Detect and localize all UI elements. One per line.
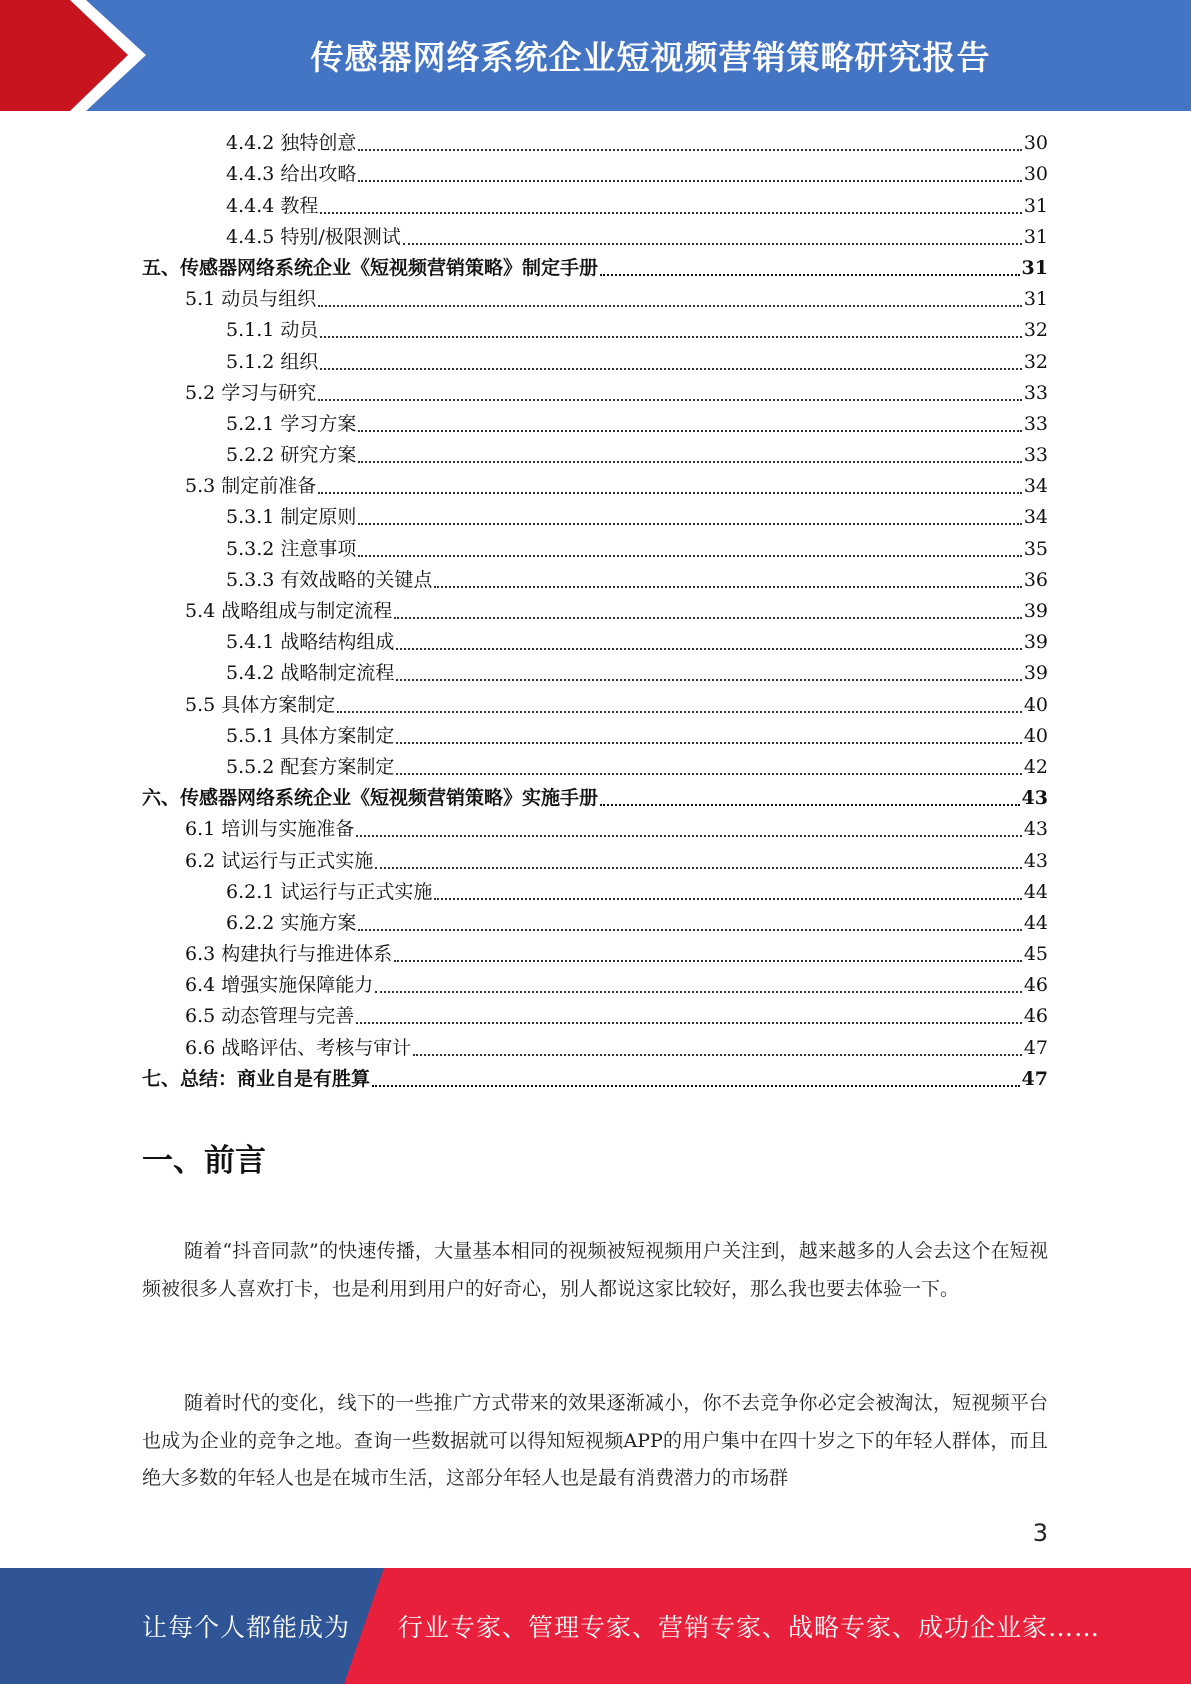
toc-dot-leader (318, 488, 1022, 494)
toc-entry-title: 5.5 具体方案制定 (185, 693, 336, 716)
toc-entry-page: 40 (1023, 693, 1048, 716)
toc-entry-page: 32 (1023, 319, 1048, 342)
toc-entry-title: 5.2.1 学习方案 (226, 412, 357, 435)
toc-entry-page: 31 (1023, 194, 1048, 217)
toc-entry[interactable] (142, 533, 1048, 564)
toc-dot-leader (358, 519, 1021, 525)
section-heading: 一、前言 (142, 1143, 266, 1179)
toc-entry[interactable] (142, 783, 1048, 814)
toc-dot-leader (358, 145, 1021, 151)
toc-entry-title: 6.2.2 实施方案 (226, 911, 357, 934)
toc-dot-leader (358, 457, 1021, 463)
toc-dot-leader (434, 582, 1021, 588)
toc-entry[interactable] (142, 502, 1048, 533)
toc-entry-page: 43 (1023, 818, 1048, 841)
toc-entry-page: 39 (1023, 600, 1048, 622)
toc-entry-page: 43 (1021, 787, 1048, 810)
toc-entry[interactable] (142, 409, 1048, 440)
toc-entry-page: 31 (1023, 225, 1048, 248)
toc-dot-leader (394, 956, 1022, 962)
toc-entry-title: 4.4.2 独特创意 (226, 132, 357, 155)
body-paragraph: 随着时代的变化，线下的一些推广方式带来的效果逐渐减小，你不去竞争你必定会被淘汰，短视频平台也成为企业的竞争之地。查询一些数据就可以得知短视频APP的用户集中在四十岁之下的年轻人群体，而且绝大多数的年轻人也是在城市生活，这部分年轻人也是最有消费潜力的市场群 (142, 1392, 1048, 1489)
toc-entry[interactable] (142, 908, 1048, 939)
toc-dot-leader (358, 426, 1021, 432)
toc-dot-leader (396, 675, 1021, 681)
toc-entry-page: 42 (1023, 755, 1048, 778)
toc-entry[interactable] (142, 1064, 1048, 1095)
toc-entry-title: 6.2 试运行与正式实施 (185, 849, 374, 872)
toc-entry[interactable] (142, 970, 1048, 1001)
toc-entry-title: 6.2.1 试运行与正式实施 (226, 880, 433, 903)
toc-entry-title: 4.4.4 教程 (226, 194, 319, 217)
toc-entry[interactable] (142, 1032, 1048, 1063)
toc-dot-leader (337, 707, 1022, 713)
toc-entry-page: 46 (1023, 1005, 1048, 1028)
toc-dot-leader (318, 301, 1022, 307)
toc-entry-title: 5.2 学习与研究 (185, 381, 317, 404)
toc-entry-title: 5.3.3 有效战略的关键点 (226, 568, 433, 591)
toc-dot-leader (396, 769, 1021, 775)
toc-entry-title: 5.4 战略组成与制定流程 (185, 600, 393, 622)
toc-dot-leader (356, 831, 1022, 837)
toc-entry[interactable] (142, 689, 1048, 720)
toc-entry-title: 5.2.2 研究方案 (226, 444, 357, 467)
toc-dot-leader (358, 925, 1021, 931)
page-number: 3 (1032, 1519, 1048, 1547)
toc-entry-page: 31 (1023, 288, 1048, 311)
toc-entry-title: 5.1 动员与组织 (185, 288, 317, 311)
toc-dot-leader (413, 1050, 1022, 1056)
toc-entry[interactable] (142, 1001, 1048, 1032)
toc-entry-title: 6.6 战略评估、考核与审计 (185, 1036, 412, 1059)
toc-entry[interactable] (142, 721, 1048, 752)
toc-entry-title: 4.4.3 给出攻略 (226, 163, 357, 186)
toc-entry[interactable] (142, 315, 1048, 346)
toc-entry[interactable] (142, 378, 1048, 409)
toc-dot-leader (434, 894, 1021, 900)
toc-entry-title: 5.5.2 配套方案制定 (226, 755, 395, 778)
toc-entry-page: 33 (1023, 381, 1048, 404)
page-footer (0, 1568, 1191, 1684)
footer-slogan-left: 让每个人都能成为 (142, 1613, 351, 1642)
toc-entry[interactable] (142, 845, 1048, 876)
toc-entry[interactable] (142, 346, 1048, 377)
toc-entry-page: 35 (1023, 537, 1048, 560)
toc-entry-page: 30 (1023, 132, 1048, 155)
toc-entry-page: 34 (1023, 475, 1048, 498)
toc-entry[interactable] (142, 939, 1048, 970)
toc-entry-page: 39 (1023, 631, 1048, 654)
toc-entry-page: 39 (1023, 662, 1048, 685)
toc-entry-page: 44 (1023, 880, 1048, 903)
toc-entry-page: 46 (1023, 974, 1048, 997)
toc-entry-page: 31 (1021, 256, 1048, 279)
page-header (0, 0, 1191, 111)
toc-entry-page: 36 (1023, 568, 1048, 591)
toc-entry-title: 6.3 构建执行与推进体系 (185, 943, 393, 966)
toc-dot-leader (320, 332, 1021, 338)
toc-entry[interactable] (142, 658, 1048, 689)
toc-entry-page: 33 (1023, 444, 1048, 467)
toc-entry-title: 5.3 制定前准备 (185, 475, 317, 498)
toc-entry-title: 6.4 增强实施保障能力 (185, 974, 374, 997)
toc-entry-page: 33 (1023, 412, 1048, 435)
toc-entry[interactable] (142, 565, 1048, 596)
toc-entry[interactable] (142, 253, 1048, 284)
toc-entry-page: 47 (1023, 1036, 1048, 1059)
toc-entry[interactable] (142, 814, 1048, 845)
toc-entry-page: 34 (1023, 506, 1048, 529)
toc-entry-title: 5.3.1 制定原则 (226, 506, 357, 529)
toc-entry[interactable] (142, 190, 1048, 221)
toc-dot-leader (372, 1081, 1020, 1087)
table-of-contents (142, 128, 1048, 1095)
toc-dot-leader (320, 364, 1021, 370)
toc-dot-leader (403, 239, 1022, 245)
toc-entry[interactable] (142, 284, 1048, 315)
toc-entry-title: 5.4.2 战略制定流程 (226, 662, 395, 685)
toc-entry-title: 七、总结：商业自是有胜算 (142, 1067, 371, 1090)
toc-entry-title: 5.4.1 战略结构组成 (226, 631, 395, 654)
toc-entry-title: 六、传感器网络系统企业《短视频营销策略》实施手册 (142, 787, 599, 810)
toc-entry-title: 4.4.5 特别/极限测试 (226, 225, 401, 248)
toc-entry-page: 44 (1023, 911, 1048, 934)
toc-entry-page: 40 (1023, 724, 1048, 747)
body-paragraph: 随着“抖音同款”的快速传播，大量基本相同的视频被短视频用户关注到，越来越多的人会去这个在短视频被很多人喜欢打卡，也是利用到用户的好奇心，别人都说这家比较好，那么我也要去体验一下。 (142, 1240, 1048, 1300)
toc-dot-leader (358, 176, 1021, 182)
toc-entry-title: 五、传感器网络系统企业《短视频营销策略》制定手册 (142, 256, 599, 279)
toc-dot-leader (375, 987, 1022, 993)
toc-entry[interactable] (142, 128, 1048, 159)
toc-entry[interactable] (142, 752, 1048, 783)
toc-dot-leader (394, 613, 1022, 619)
toc-entry-title: 6.5 动态管理与完善 (185, 1005, 355, 1028)
toc-dot-leader (320, 208, 1021, 214)
toc-entry[interactable] (142, 877, 1048, 908)
toc-dot-leader (600, 270, 1020, 276)
toc-entry-page: 32 (1023, 350, 1048, 373)
toc-dot-leader (600, 800, 1020, 806)
toc-dot-leader (396, 644, 1021, 650)
toc-entry[interactable] (142, 596, 1048, 627)
toc-dot-leader (358, 551, 1021, 557)
toc-entry-title: 6.1 培训与实施准备 (185, 818, 355, 841)
toc-dot-leader (356, 1018, 1022, 1024)
footer-slogan-right: 行业专家、管理专家、营销专家、战略专家、成功企业家…… (398, 1613, 1101, 1642)
toc-entry[interactable] (142, 159, 1048, 190)
toc-entry-title: 5.1.1 动员 (226, 319, 319, 342)
toc-entry[interactable] (142, 440, 1048, 471)
toc-dot-leader (375, 863, 1022, 869)
toc-entry-title: 5.1.2 组织 (226, 350, 319, 373)
toc-entry[interactable] (142, 471, 1048, 502)
toc-entry[interactable] (142, 222, 1048, 253)
toc-dot-leader (396, 738, 1021, 744)
toc-entry-title: 5.3.2 注意事项 (226, 537, 357, 560)
toc-dot-leader (318, 395, 1022, 401)
report-title: 传感器网络系统企业短视频营销策略研究报告 (310, 38, 991, 77)
toc-entry[interactable] (142, 627, 1048, 658)
toc-entry-page: 43 (1023, 849, 1048, 872)
toc-entry-page: 45 (1023, 943, 1048, 966)
toc-entry-page: 30 (1023, 163, 1048, 186)
toc-entry-title: 5.5.1 具体方案制定 (226, 724, 395, 747)
toc-entry-page: 47 (1021, 1067, 1048, 1090)
